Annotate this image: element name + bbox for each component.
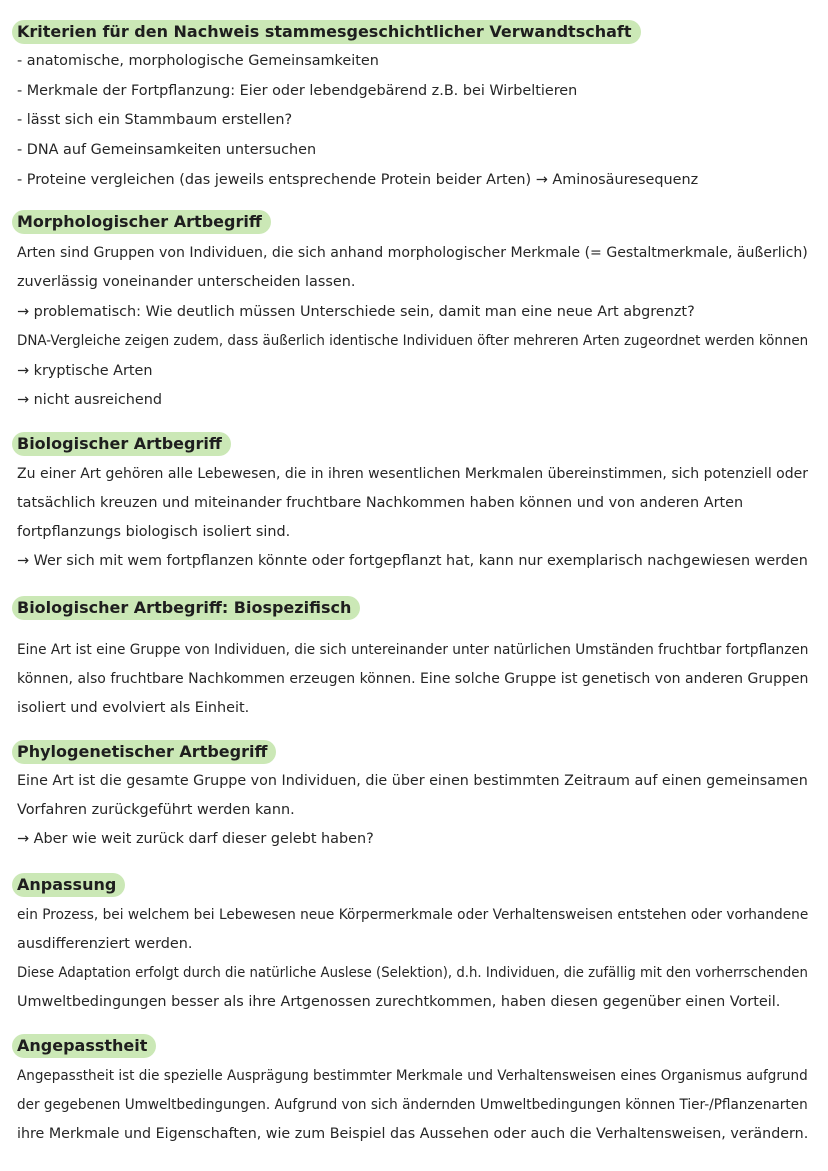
section-heading-morphologischer-artbegriff: Morphologischer Artbegriff — [12, 210, 271, 234]
section-heading-angepasstheit: Angepasstheit — [12, 1034, 156, 1058]
section-heading-biologischer-artbegriff: Biologischer Artbegriff — [12, 432, 231, 456]
text-line: - DNA auf Gemeinsamkeiten untersuchen — [17, 142, 317, 158]
text-line: zuverlässig voneinander unterscheiden lassen. — [17, 274, 356, 290]
text-line: tatsächlich kreuzen und miteinander fruchtbare Nachkommen haben können und von anderen Arten — [17, 495, 744, 511]
text-line: - anatomische, morphologische Gemeinsamkeiten — [17, 53, 379, 69]
text-line: → nicht ausreichend — [17, 392, 163, 408]
text-line: isoliert und evolviert als Einheit. — [17, 700, 250, 716]
text-line: - Merkmale der Fortpflanzung: Eier oder lebendgebärend z.B. bei Wirbeltieren — [17, 83, 578, 99]
text-line: Zu einer Art gehören alle Lebewesen, die in ihren wesentlichen Merkmalen übereinstimmen, sich potenziell oder — [17, 466, 809, 482]
text-line: → problematisch: Wie deutlich müssen Unterschiede sein, damit man eine neue Art abgrenzt? — [17, 304, 695, 320]
section-heading-phylogenetischer-artbegriff: Phylogenetischer Artbegriff — [12, 740, 276, 764]
text-line: - lässt sich ein Stammbaum erstellen? — [17, 112, 293, 128]
text-line: Umweltbedingungen besser als ihre Artgenossen zurechtkommen, haben diesen gegenüber einen Vorteil. — [17, 994, 781, 1010]
text-line: können, also fruchtbare Nachkommen erzeugen können. Eine solche Gruppe ist genetisch von anderen Gruppen — [17, 671, 809, 687]
text-line: Vorfahren zurückgeführt werden kann. — [17, 802, 295, 818]
text-line: Eine Art ist eine Gruppe von Individuen, die sich untereinander unter natürlichen Umständen fruchtbar fortpflanzen — [17, 642, 809, 658]
text-line: DNA-Vergleiche zeigen zudem, dass äußerlich identische Individuen öfter mehreren Arten zugeordnet werden können — [17, 333, 809, 349]
text-line: → Aber wie weit zurück darf dieser gelebt haben? — [17, 831, 374, 847]
text-line: Diese Adaptation erfolgt durch die natürliche Auslese (Selektion), d.h. Individuen, die zufällig mit den vorherrschenden — [17, 965, 808, 981]
text-line: → kryptische Arten — [17, 363, 153, 379]
section-heading-anpassung: Anpassung — [12, 873, 125, 897]
text-line: ausdifferenziert werden. — [17, 936, 193, 952]
section-heading-kriterien: Kriterien für den Nachweis stammesgeschichtlicher Verwandtschaft — [12, 20, 641, 44]
text-line: - Proteine vergleichen (das jeweils entsprechende Protein beider Arten) → Aminosäuresequenz — [17, 172, 699, 188]
text-line: der gegebenen Umweltbedingungen. Aufgrund von sich ändernden Umweltbedingungen können Tier-/Pflanzenarten — [17, 1097, 808, 1113]
text-line: ihre Merkmale und Eigenschaften, wie zum Beispiel das Aussehen oder auch die Verhaltensweisen, verändern. — [17, 1126, 809, 1142]
text-line: Angepasstheit ist die spezielle Ausprägung bestimmter Merkmale und Verhaltensweisen eines Organismus aufgrund — [17, 1068, 808, 1084]
section-heading-biospezifisch: Biologischer Artbegriff: Biospezifisch — [12, 596, 360, 620]
text-line: fortpflanzungs biologisch isoliert sind. — [17, 524, 291, 540]
text-line: ein Prozess, bei welchem bei Lebewesen neue Körpermerkmale oder Verhaltensweisen entstehen oder vorhandene — [17, 907, 809, 923]
text-line: Arten sind Gruppen von Individuen, die sich anhand morphologischer Merkmale (= Gestaltmerkmale, äußerlich) — [17, 245, 808, 261]
text-line: Eine Art ist die gesamte Gruppe von Individuen, die über einen bestimmten Zeitraum auf einen gemeinsamen — [17, 773, 808, 789]
text-line: → Wer sich mit wem fortpflanzen könnte oder fortgepflanzt hat, kann nur exemplarisch nachgewiesen werden — [17, 553, 808, 569]
